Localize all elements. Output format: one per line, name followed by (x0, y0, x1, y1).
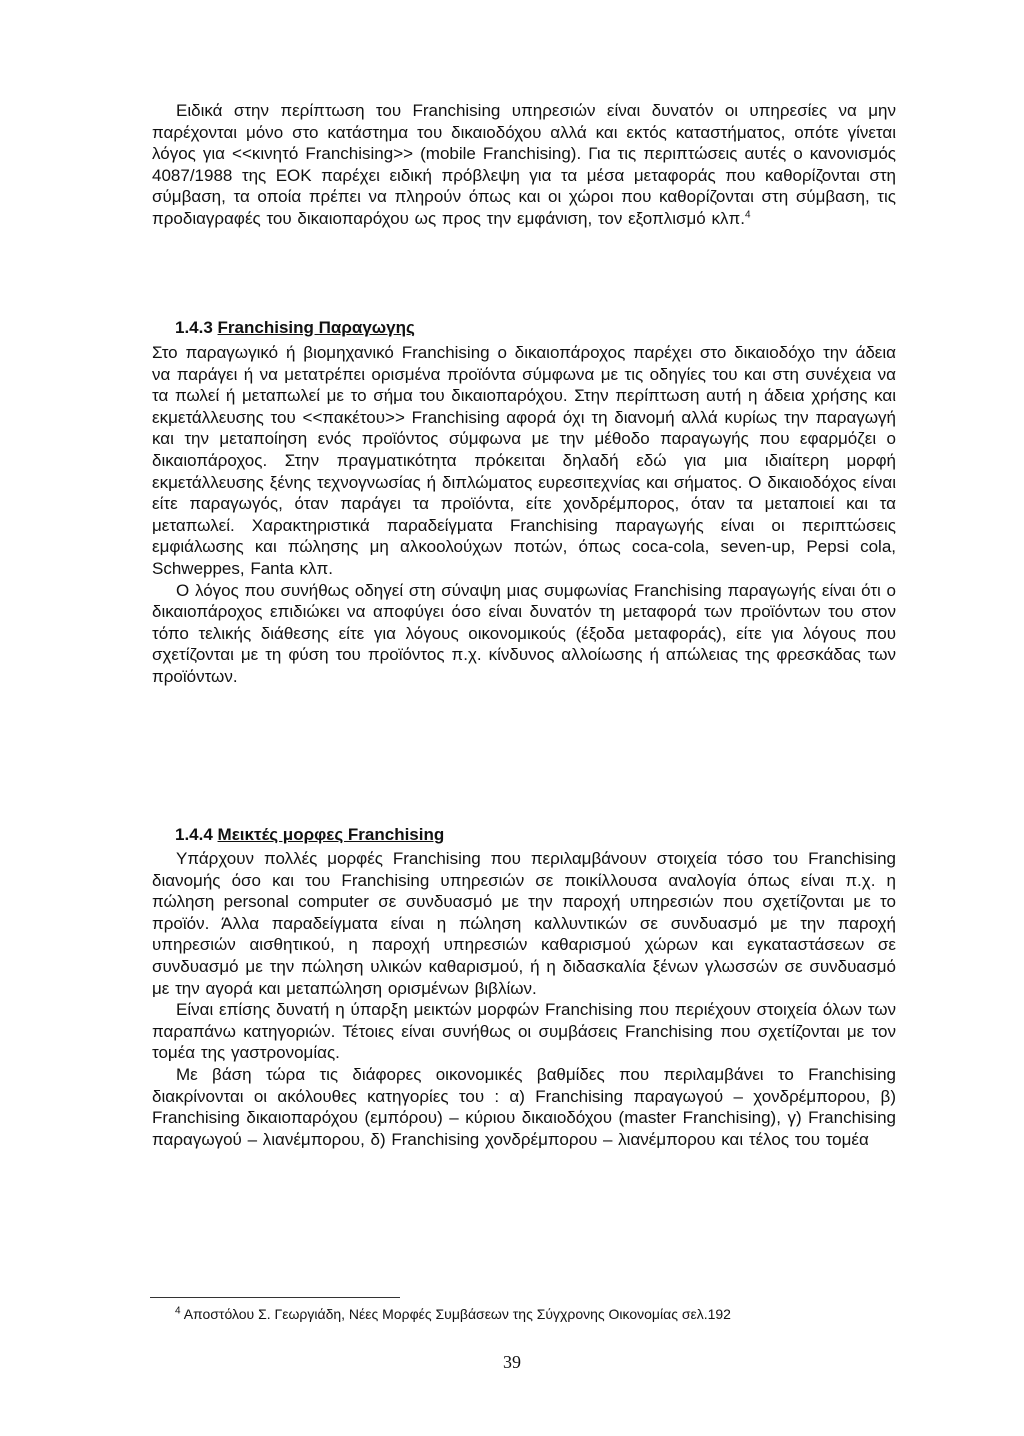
paragraph-mixed-all-categories: Είναι επίσης δυνατή η ύπαρξη μεικτών μορφών Franchising που περιέχουν στοιχεία όλων των παραπάνω κατηγοριών. Τέτοιες είναι συνήθως οι συμβάσεις Franchising που σχετίζονται με τον τομέα της γαστρονομίας. (152, 1000, 896, 1063)
footnote-text: Αποστόλου Σ. Γεωργιάδη, Νέες Μορφές Συμβάσεων της Σύγχρονης Οικονομίας σελ.192 (183, 1306, 731, 1322)
section-1-4-4-body (152, 848, 896, 1150)
paragraph-production-reason: Ο λόγος που συνήθως οδηγεί στη σύναψη μιας συμφωνίας Franchising παραγωγής είναι ότι ο δικαιοπάροχος επιδιώκει να αποφύγει όσο είναι δυνατόν τη μεταφορά των προϊόντων του στον τόπο τελικής διάθεσης είτε για λόγους οικονομικούς (έξοδα μεταφοράς), είτε για λόγους που σχετίζονται με τη φύση του προϊόντος π.χ. κίνδυνος αλλοίωσης ή απώλειας της φρεσκάδας των προϊόντων. (152, 580, 896, 686)
footnote-divider (150, 1297, 400, 1298)
section-title: Franchising Παραγωγης (217, 318, 415, 337)
section-title: Μεικτές μορφες Franchising (217, 825, 445, 844)
section-heading-1-4-3 (175, 317, 415, 339)
section-number: 1.4.3 (175, 318, 213, 337)
section-number: 1.4.4 (175, 825, 213, 844)
section-1-4-3-body (152, 342, 896, 688)
intro-text: Ειδικά στην περίπτωση του Franchising υπηρεσιών είναι δυνατόν οι υπηρεσίες να μην παρέχονται μόνο στο κατάστημα του δικαιοδόχου αλλά και εκτός καταστήματος, οπότε γίνεται λόγος για <<κινητό Franchising>> (mobile Franchising). Για τις περιπτώσεις αυτές ο κανονισμός 4087/1988 της ΕΟΚ παρέχει ειδική πρόβλεψη για τα μέσα μεταφοράς που καθορίζονται στη σύμβαση, τα οποία πρέπει να πληρούν όπως και οι χώροι που καθορίζονται στη σύμβαση, τις προδιαγραφές του δικαιοπαρόχου ως προς την εμφάνιση, τον εξοπλισμό κλπ. (152, 101, 896, 228)
section-heading-1-4-4 (175, 824, 444, 846)
footnote-reference: 4 (744, 209, 751, 221)
footnote (175, 1305, 731, 1323)
paragraph-economic-levels: Με βάση τώρα τις διάφορες οικονομικές βαθμίδες που περιλαμβάνει το Franchising διακρίνονται οι ακόλουθες κατηγορίες του : α) Franchising παραγωγού – χονδρέμπορου, β) Franchising δικαιοπαρόχου (εμπόρου) – κύριου δικαιοδόχου (master Franchising), γ) Franchising παραγωγού – λιανέμπορου, δ) Franchising χονδρέμπορου – λιανέμπορου και τέλος του τομέα (152, 1064, 896, 1149)
footnote-marker: 4 (175, 1305, 181, 1317)
intro-paragraph (152, 100, 896, 230)
paragraph-production-franchising: Στο παραγωγικό ή βιομηχανικό Franchising ο δικαιοπάροχος παρέχει στο δικαιοδόχο την άδεια να παράγει ή να μετατρέπει ορισμένα προϊόντα σύμφωνα με τις οδηγίες του και στη συνέχεια να τα πωλεί ή μεταπωλεί με το σήμα του δικαιοπαρόχου. Στην περίπτωση αυτή η άδεια χρήσης και εκμετάλλευσης του <<πακέτου>> Franchising αφορά όχι τη διανομή αλλά κυρίως την παραγωγή και την μεταποίηση ενός προϊόντος σύμφωνα με την μέθοδο παραγωγής που εφαρμόζει ο δικαιοπάροχος. Στην πραγματικότητα πρόκειται δηλαδή εδώ για μια ιδιαίτερη μορφή εκμετάλλευσης ξένης τεχνογνωσίας ή διπλώματος ευρεσιτεχνίας και σήματος. Ο δικαιοδόχος είναι είτε παραγωγός, όταν παράγει τα προϊόντα, είτε χονδρέμπορος, όταν τα μεταποιεί και τα μεταπωλεί. Χαρακτηριστικά παραδείγματα Franchising παραγωγής είναι οι περιπτώσεις εμφιάλωσης και πώλησης μη αλκοολούχων ποτών, όπως coca-cola, seven-up, Pepsi cola, Schweppes, Fanta κλπ. (152, 343, 896, 578)
paragraph-mixed-forms: Υπάρχουν πολλές μορφές Franchising που περιλαμβάνουν στοιχεία τόσο του Franchising διανομής όσο και του Franchising υπηρεσιών σε ποικίλλουσα αναλογία όπως είναι π.χ. η πώληση personal computer σε συνδυασμό με την παροχή υπηρεσιών που σχετίζονται με το προϊόν. Άλλα παραδείγματα είναι η πώληση καλλυντικών σε συνδυασμό με την παροχή υπηρεσιών αισθητικού, η παροχή υπηρεσιών καθαρισμού χώρων και εγκαταστάσεων σε συνδυασμό με την πώληση υλικών καθαρισμού, ή η διδασκαλία ξένων γλωσσών σε συνδυασμό με την αγορά και μεταπώληση ορισμένων βιβλίων. (152, 849, 896, 998)
page-number: 39 (503, 1352, 521, 1372)
